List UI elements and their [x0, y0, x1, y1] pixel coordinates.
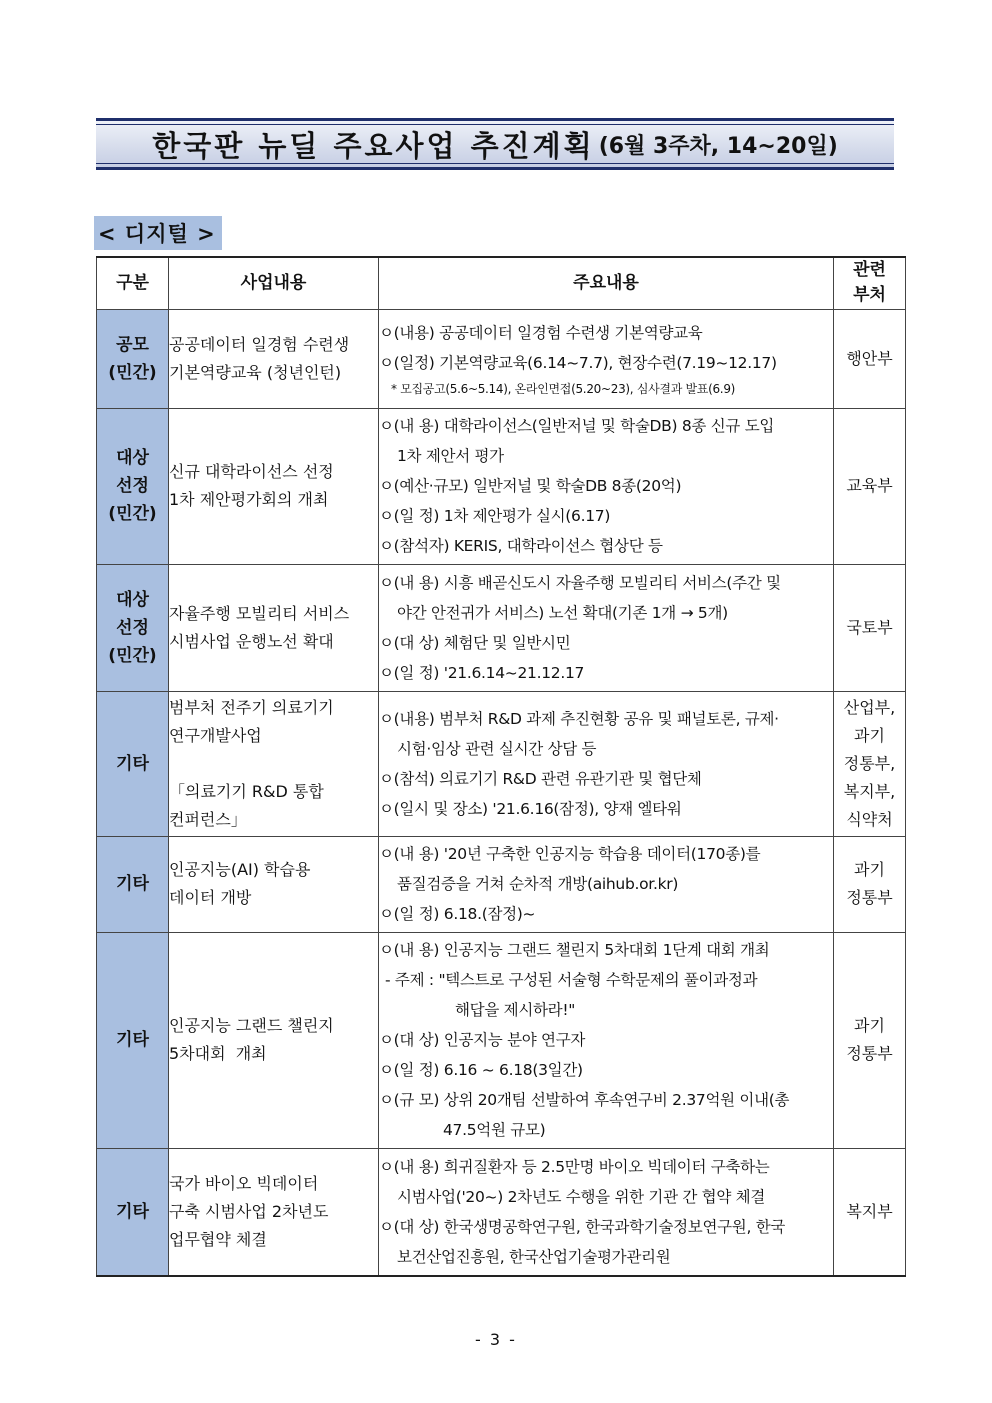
dept-line: 식약처 [846, 809, 893, 829]
project-cell [169, 408, 379, 564]
header-category: 구분 [97, 257, 169, 309]
table-row [97, 691, 906, 836]
project-line: 업무협약 체결 [169, 1229, 267, 1249]
project-line: 인공지능(AI) 학습용 [169, 860, 311, 879]
dept-line: 복지부 [846, 1201, 893, 1221]
table-row [97, 1148, 906, 1276]
project-spacer [169, 750, 378, 778]
content-cell [379, 564, 834, 691]
dept-line: 정통부 [846, 1044, 893, 1063]
category-line: 선정 [116, 476, 149, 496]
content-line: 1차 제안서 평가 [397, 447, 504, 465]
dept-line: 국토부 [846, 617, 893, 637]
header-dept-line: 부처 [853, 285, 886, 306]
dept-line: 과기 [854, 860, 885, 879]
category-cell [97, 691, 169, 836]
content-cell [379, 1148, 834, 1276]
dept-line: 정통부 [846, 888, 893, 907]
project-cell [169, 836, 379, 932]
content-line: - 주제 : "텍스트로 구성된 서술형 수학문제의 풀이과정과 [385, 971, 758, 989]
content-line: ㅇ(일시 및 장소) '21.6.16(잠정), 양재 엘타워 [379, 799, 682, 818]
content-line: ㅇ(참석자) KERIS, 대학라이선스 협상단 등 [379, 537, 663, 555]
category-line: 대상 [116, 589, 149, 610]
table-row [97, 932, 906, 1148]
project-cell [169, 309, 379, 408]
content-line: ㅇ(대 상) 한국생명공학연구원, 한국과학기술정보연구원, 한국 [379, 1217, 786, 1236]
category-line: 기타 [116, 1201, 149, 1222]
content-line: ㅇ(내 용) 희귀질환자 등 2.5만명 바이오 빅데이터 구축하는 [379, 1157, 770, 1176]
table-header-row [97, 257, 906, 309]
dept-line: 과기 [854, 725, 885, 745]
category-line: 기타 [116, 1030, 149, 1050]
content-line: ㅇ(일 정) 6.18.(잠정)~ [379, 905, 536, 923]
project-cell [169, 1148, 379, 1276]
project-cell [169, 932, 379, 1148]
project-line: 1차 제안평가회의 개최 [169, 490, 329, 509]
content-cell [379, 836, 834, 932]
content-line: ㅇ(예산·규모) 일반저널 및 학술DB 8종(20억) [379, 477, 682, 495]
dept-line: 교육부 [846, 476, 893, 495]
category-line: 대상 [116, 448, 149, 468]
dept-cell [834, 932, 906, 1148]
category-cell [97, 564, 169, 691]
dept-cell [834, 309, 906, 408]
content-line: ㅇ(내용) 범부처 R&D 과제 추진현황 공유 및 패널토론, 규제· [379, 709, 779, 728]
project-cell [169, 564, 379, 691]
category-cell [97, 408, 169, 564]
content-line: 시험·임상 관련 실시간 상담 등 [397, 739, 597, 758]
plan-table [96, 256, 906, 1277]
category-line: (민간) [108, 504, 157, 524]
table-row [97, 564, 906, 691]
category-cell [97, 1148, 169, 1276]
category-line: 선정 [116, 617, 149, 638]
category-line: 공모 [116, 334, 149, 355]
category-line: (민간) [108, 362, 157, 383]
header-dept [834, 257, 906, 309]
content-line: 시범사업('20~) 2차년도 수행을 위한 기관 간 협약 체결 [397, 1187, 766, 1206]
content-line: ㅇ(내 용) '20년 구축한 인공지능 학습용 데이터(170종)를 [379, 845, 761, 863]
project-line: 5차대회 개최 [169, 1044, 267, 1063]
project-line: 신규 대학라이선스 선정 [169, 462, 334, 481]
table-row [97, 408, 906, 564]
content-line: ㅇ(내 용) 인공지능 그랜드 챌린지 5차대회 1단계 대회 개최 [379, 941, 770, 959]
project-line: 「의료기기 R&D 통합 [169, 781, 324, 801]
content-cell [379, 932, 834, 1148]
page-title: 한국판 뉴딜 주요사업 추진계획 [152, 128, 595, 163]
content-cell [379, 691, 834, 836]
content-line: ㅇ(내용) 공공데이터 일경험 수련생 기본역량교육 [379, 323, 703, 342]
category-line: 기타 [116, 874, 149, 894]
category-line: (민간) [108, 645, 157, 666]
page-subtitle: (6월 3주차, 14~20일) [598, 133, 838, 159]
dept-cell [834, 1148, 906, 1276]
project-line: 범부처 전주기 의료기기 [169, 697, 334, 717]
dept-cell [834, 836, 906, 932]
title-banner [96, 118, 894, 170]
project-line: 공공데이터 일경험 수련생 [169, 334, 350, 354]
content-line: ㅇ(일 정) 6.16 ~ 6.18(3일간) [379, 1061, 583, 1079]
category-cell [97, 932, 169, 1148]
content-line: ㅇ(대 상) 인공지능 분야 연구자 [379, 1031, 586, 1049]
table-row [97, 309, 906, 408]
content-line: ㅇ(일 정) 1차 제안평가 실시(6.17) [379, 507, 611, 525]
dept-cell [834, 691, 906, 836]
content-note: * 모집공고(5.6~5.14), 온라인면접(5.20~23), 심사결과 발표(6.9) [391, 381, 736, 396]
section-label-digital: < 디지털 > [94, 216, 222, 250]
page-number: - 3 - [475, 1330, 517, 1349]
dept-cell [834, 408, 906, 564]
project-line: 국가 바이오 빅데이터 [169, 1173, 319, 1193]
dept-cell [834, 564, 906, 691]
content-line: ㅇ(대 상) 체험단 및 일반시민 [379, 633, 571, 652]
project-line: 기본역량교육 (청년인턴) [169, 362, 342, 382]
project-line: 인공지능 그랜드 챌린지 [169, 1016, 334, 1035]
project-line: 컨퍼런스」 [169, 809, 247, 829]
project-line: 데이터 개방 [169, 888, 252, 907]
content-line: 품질검증을 거쳐 순차적 개방(aihub.or.kr) [397, 875, 679, 893]
content-line: 야간 안전귀가 서비스) 노선 확대(기존 1개 → 5개) [397, 603, 728, 622]
category-cell [97, 836, 169, 932]
header-project: 사업내용 [169, 257, 379, 309]
project-line: 연구개발사업 [169, 725, 262, 745]
content-cell [379, 408, 834, 564]
header-dept-line: 관련 [853, 260, 886, 281]
dept-line: 복지부, [843, 781, 896, 801]
content-line: 해답을 제시하라!" [455, 1001, 576, 1019]
category-line: 기타 [116, 753, 149, 774]
dept-line: 행안부 [846, 348, 893, 368]
content-line: ㅇ(일정) 기본역량교육(6.14~7.7), 현장수련(7.19~12.17) [379, 353, 777, 372]
table-row [97, 836, 906, 932]
content-line: ㅇ(일 정) '21.6.14~21.12.17 [379, 663, 585, 682]
project-line: 구축 시범사업 2차년도 [169, 1201, 329, 1221]
content-line: 보건산업진흥원, 한국산업기술평가관리원 [397, 1247, 671, 1266]
content-line: ㅇ(규 모) 상위 20개팀 선발하여 후속연구비 2.37억원 이내(총 [379, 1091, 790, 1109]
dept-line: 과기 [854, 1016, 885, 1035]
project-line: 자율주행 모빌리티 서비스 [169, 603, 350, 623]
project-cell [169, 691, 379, 836]
content-line: ㅇ(내 용) 시흥 배곧신도시 자율주행 모빌리티 서비스(주간 및 [379, 573, 781, 592]
dept-line: 산업부, [843, 697, 896, 717]
content-line: 47.5억원 규모) [443, 1121, 546, 1139]
header-content: 주요내용 [379, 257, 834, 309]
content-line: ㅇ(내 용) 대학라이선스(일반저널 및 학술DB) 8종 신규 도입 [379, 417, 775, 435]
dept-line: 정통부, [843, 753, 896, 773]
project-line: 시범사업 운행노선 확대 [169, 631, 334, 651]
category-cell [97, 309, 169, 408]
content-line: ㅇ(참석) 의료기기 R&D 관련 유관기관 및 협단체 [379, 769, 702, 788]
content-cell [379, 309, 834, 408]
